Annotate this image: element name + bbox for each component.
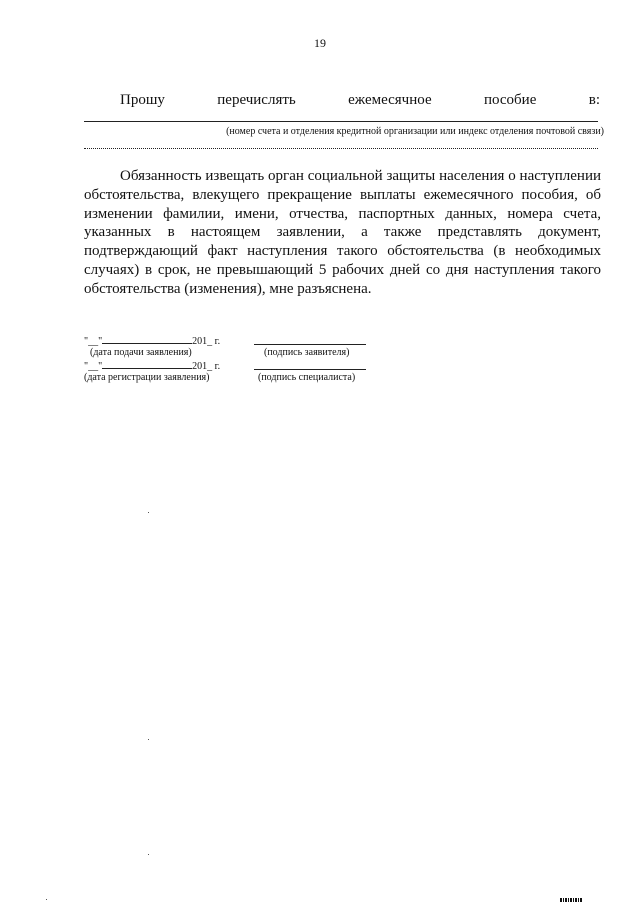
obligation-paragraph [84, 167, 601, 299]
page-number: 19 [314, 36, 326, 50]
obligation-text: Обязанность извещать орган социальной защиты населения о наступлении обстоятельства, влекущего прекращение выплаты ежемесячного пособия, об изменении фамилии, имени, отчества, паспортных данных, номера счета, указанных в настоящем заявлении, а также представлять документ, подтверждающий факт наступления такого обстоятельства (в необходимых случаях) в срок, не превышающий 5 рабочих дней со дня наступления такого обстоятельства (изменения), мне разъяснена. [84, 168, 601, 297]
date-month-line [102, 359, 192, 369]
account-fill-line [84, 121, 598, 122]
scan-speck [148, 854, 149, 855]
submission-date-row [84, 334, 220, 347]
request-word: Прошу [120, 92, 165, 108]
scan-speck [46, 899, 47, 900]
applicant-signature-line [254, 344, 366, 345]
submission-date-label: (дата подачи заявления) [90, 347, 192, 358]
date-day-placeholder: "__" [84, 336, 103, 347]
registration-date-label: (дата регистрации заявления) [84, 372, 210, 383]
date-month-line [102, 334, 192, 344]
specialist-signature-label: (подпись специалиста) [258, 372, 356, 383]
registration-date-row [84, 359, 220, 372]
date-day-placeholder: "__" [84, 361, 103, 372]
request-line [120, 92, 600, 109]
date-year-placeholder: 201_ г. [192, 336, 221, 347]
request-word: перечислять [217, 92, 296, 108]
request-word: в: [588, 92, 600, 108]
specialist-signature-line [254, 369, 366, 370]
scan-barcode-mark [560, 898, 582, 902]
request-word: ежемесячное [348, 92, 432, 108]
scan-speck [148, 512, 149, 513]
account-fill-line-2 [84, 148, 598, 149]
scan-speck [148, 739, 149, 740]
account-hint: (номер счета и отделения кредитной организации или индекс отделения почтовой связи) [226, 126, 604, 137]
request-word: пособие [483, 92, 537, 108]
applicant-signature-label: (подпись заявителя) [264, 347, 350, 358]
date-year-placeholder: 201_ г. [192, 361, 221, 372]
